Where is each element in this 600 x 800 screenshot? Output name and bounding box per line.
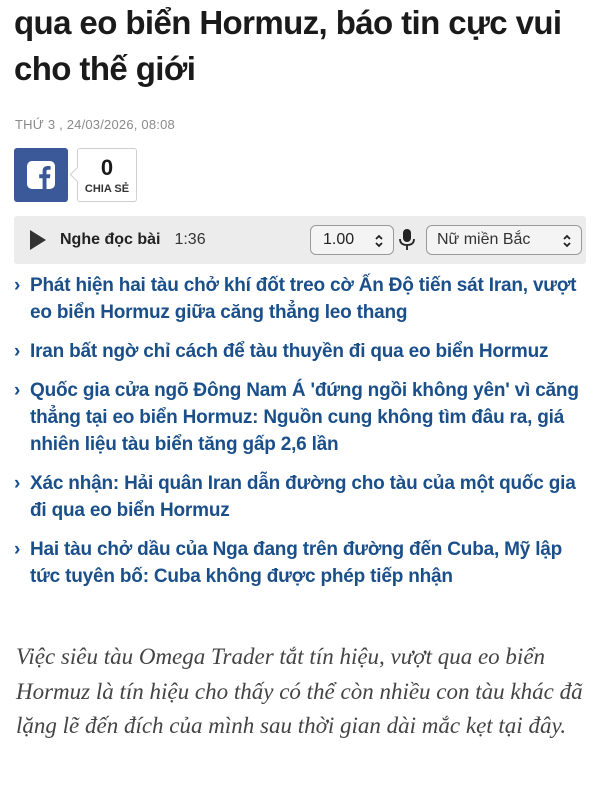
playback-speed-value: 1.00 [323, 231, 355, 248]
publish-date: THỨ 3 , 24/03/2026, 08:08 [15, 117, 175, 132]
article-title-container [14, 0, 594, 92]
related-article-link[interactable] [14, 377, 586, 458]
share-bar [14, 148, 137, 202]
related-article-link[interactable] [14, 536, 586, 590]
chevron-right-icon: › [14, 473, 21, 494]
share-count-number: 0 [100, 154, 114, 180]
audio-duration: 1:36 [174, 231, 206, 248]
play-icon[interactable] [30, 230, 46, 250]
audio-player [14, 216, 586, 264]
related-article-title: Xác nhận: Hải quân Iran dẫn đường cho tàu của một quốc gia đi qua eo biển Hormuz [30, 473, 576, 521]
chevron-right-icon: › [14, 539, 21, 560]
related-article-link[interactable] [14, 272, 586, 326]
audio-label: Nghe đọc bài [60, 231, 161, 248]
related-article-link[interactable] [14, 338, 586, 365]
related-articles-list [14, 272, 586, 602]
related-article-title: Iran bất ngờ chỉ cách để tàu thuyền đi qua eo biển Hormuz [30, 341, 549, 362]
related-article-title: Hai tàu chở dầu của Nga đang trên đường đến Cuba, Mỹ lập tức tuyên bố: Cuba không được phép tiếp nhận [30, 539, 563, 587]
chevron-right-icon: › [14, 380, 21, 401]
chevron-updown-icon [374, 233, 384, 249]
article-lead: Việc siêu tàu Omega Trader tắt tín hiệu, vượt qua eo biển Hormuz là tín hiệu cho thấy có thể còn nhiều con tàu khác đã lặng lẽ đến đích của mình sau thời gian dài mắc kẹt tại đây. [16, 644, 583, 738]
related-article-title: Quốc gia cửa ngõ Đông Nam Á 'đứng ngồi không yên' vì căng thẳng tại eo biển Hormuz: Nguồn cung không tìm đâu ra, giá nhiên liệu tàu biển tăng gấp 2,6 lần [30, 380, 579, 455]
voice-select[interactable] [426, 225, 582, 255]
playback-speed-select[interactable] [310, 225, 394, 255]
related-article-link[interactable] [14, 470, 586, 524]
chevron-updown-icon [562, 233, 572, 249]
share-counter [77, 148, 137, 202]
microphone-icon [398, 228, 416, 252]
facebook-icon [26, 160, 56, 190]
chevron-right-icon: › [14, 341, 21, 362]
chevron-right-icon: › [14, 275, 21, 296]
voice-select-value: Nữ miền Bắc [437, 231, 531, 248]
article-title: qua eo biển Hormuz, báo tin cực vui cho thế giới [14, 4, 562, 87]
facebook-share-button[interactable] [14, 148, 68, 202]
share-count-label: CHIA SẺ [84, 182, 130, 195]
related-article-title: Phát hiện hai tàu chở khí đốt treo cờ Ấn Độ tiến sát Iran, vượt eo biển Hormuz giữa căng thẳng leo thang [30, 275, 577, 323]
